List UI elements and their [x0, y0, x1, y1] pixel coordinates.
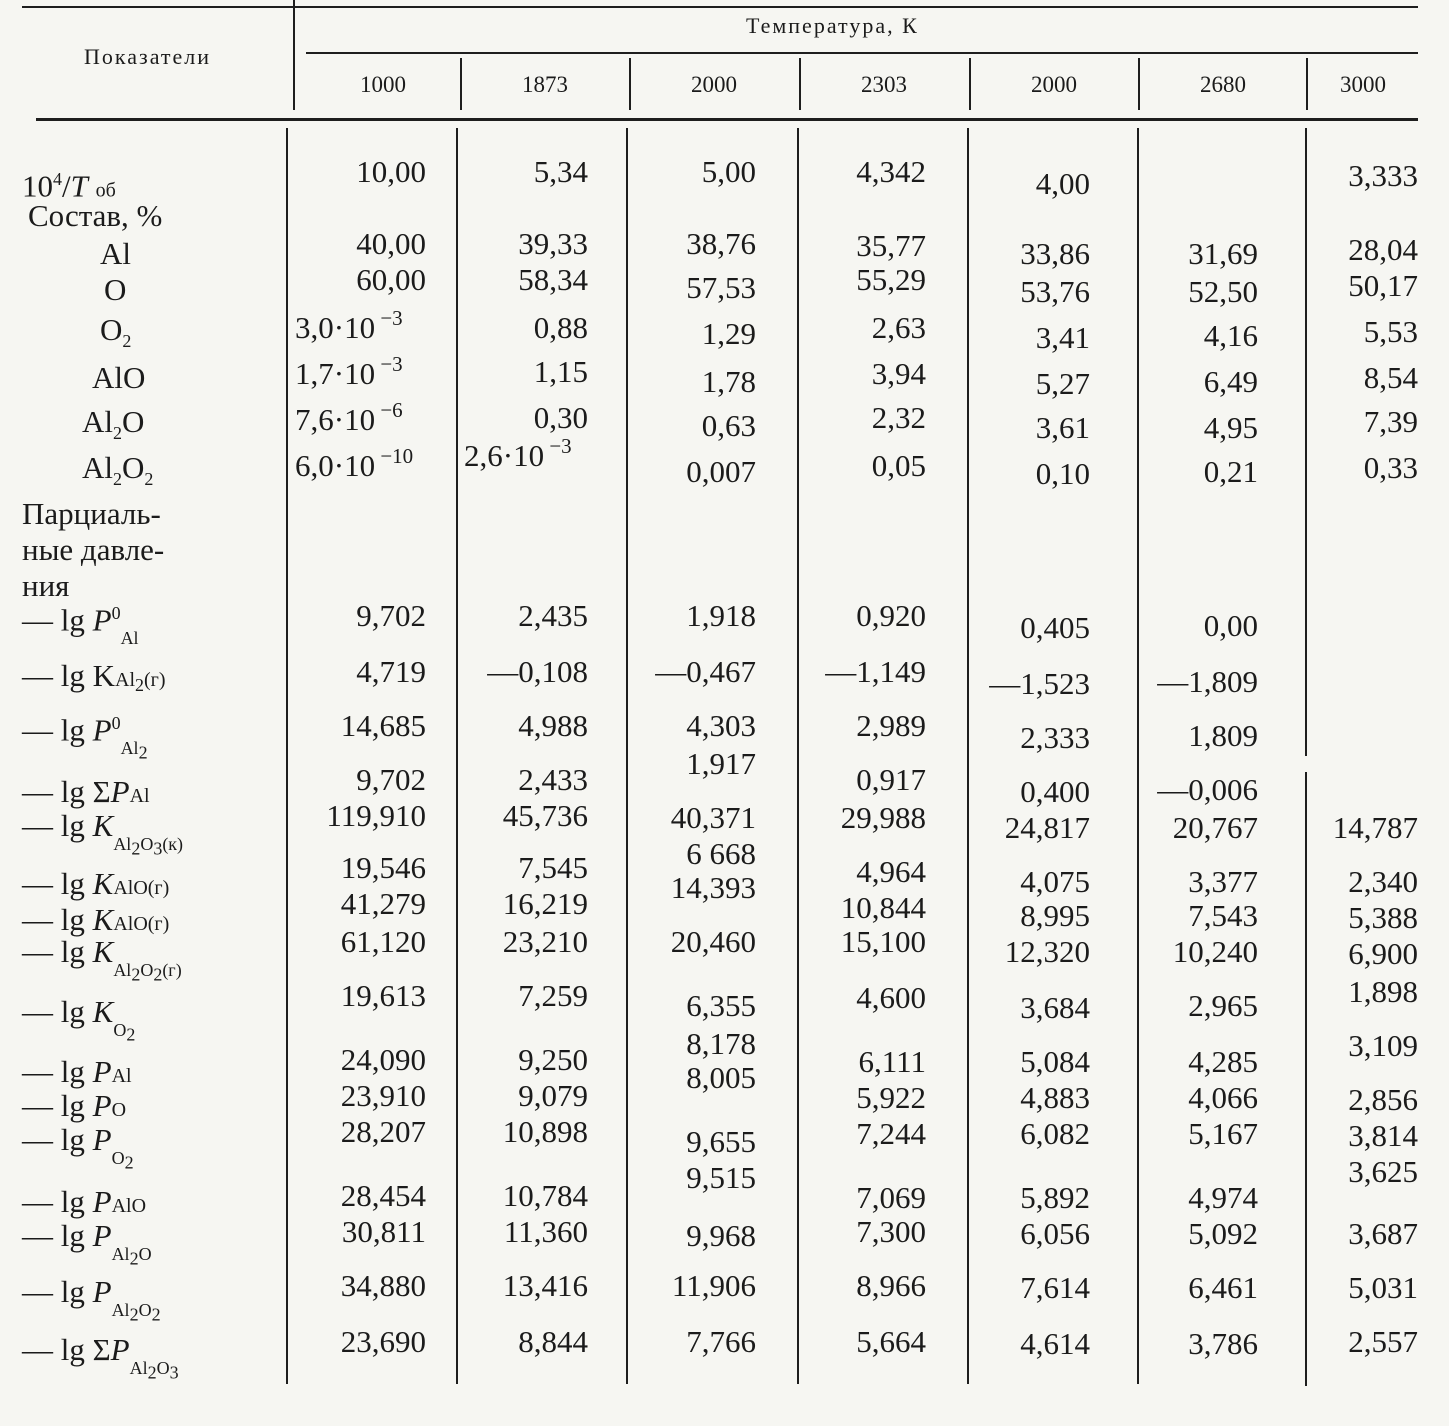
- table-cell-lg-sum-p-al2o3-col1: 23,690: [340, 1324, 426, 1359]
- table-cell-lg-sum-p-al2o3-col3: 7,766: [686, 1324, 756, 1359]
- table-cell-lg-k-al2o3k-col2: 45,736: [502, 798, 588, 833]
- header-divider-4: [969, 58, 971, 110]
- table-cell-lg-k-alo-g-1-col4: 4,964: [856, 854, 926, 889]
- row-label-lg-sum-p-al: — lg ΣPAl: [22, 774, 150, 809]
- table-cell-inv-t-col7: 3,333: [1348, 158, 1418, 193]
- table-cell-lg-p-o-col1: 23,910: [340, 1078, 426, 1113]
- row-label-lg-p-o2: — $\lg P_{O_2}$: [22, 1122, 134, 1173]
- table-cell-lg-p-o-col4: 5,922: [856, 1080, 926, 1115]
- row-label-inv-t: $10^4/T$ об: [22, 168, 116, 204]
- body-divider-2: [626, 128, 628, 1384]
- table-cell-lg-sum-p-al-col3: 1,917: [686, 746, 756, 781]
- table-cell-lg-sum-p-al-col4: 0,917: [856, 762, 926, 797]
- column-header-5: 2000: [1031, 72, 1077, 97]
- table-cell-lg-p0-al2-col2: 4,988: [518, 708, 588, 743]
- table-cell-lg-k-alo-g-1-col1: 19,546: [340, 850, 426, 885]
- table-cell-al2o2-col3: 0,007: [686, 454, 756, 489]
- table-cell-lg-sum-p-al-col2: 2,433: [518, 762, 588, 797]
- header-divider-1: [460, 58, 462, 110]
- table-cell-al-col7: 28,04: [1348, 232, 1418, 267]
- column-header-2: 1873: [522, 72, 568, 97]
- row-label-partial: Парциаль- ные давле- ния: [22, 496, 165, 603]
- body-divider-4: [967, 128, 969, 1384]
- table-cell-lg-p-al2o-col6: 5,092: [1188, 1216, 1258, 1251]
- exponent: −3: [544, 434, 572, 458]
- exponent: −3: [375, 306, 403, 330]
- row-label-lg-sum-p-al2o3: — $\lg \Sigma P_{Al_2O_3}$: [22, 1332, 179, 1383]
- table-cell-lg-p-o-col3: 8,005: [686, 1060, 756, 1095]
- column-header-7: 3000: [1340, 72, 1386, 97]
- temperature-rule: [306, 52, 1418, 54]
- header-divider-3: [799, 58, 801, 110]
- table-cell-o2-col5: 3,41: [1035, 320, 1090, 355]
- table-cell-inv-t-col1: 10,00: [356, 154, 426, 189]
- table-cell-alo-col3: 1,78: [701, 364, 756, 399]
- row-label-lg-k-al2g: — lg KAl$_2$(г): [22, 658, 166, 695]
- table-cell-lg-p-alo-col6: 4,974: [1188, 1180, 1258, 1215]
- table-cell-lg-sum-p-al2o3-col5: 4,614: [1020, 1326, 1090, 1361]
- table-cell-lg-k-alo-g-2-col2: 16,219: [502, 886, 588, 921]
- table-cell-lg-p-o2-col5: 6,082: [1020, 1116, 1090, 1151]
- table-cell-o-col5: 53,76: [1020, 274, 1090, 309]
- table-cell-lg-sum-p-al-col5: 0,400: [1020, 774, 1090, 809]
- table-cell-inv-t-col5: 4,00: [1035, 166, 1090, 201]
- table-cell-lg-p-alo-col7: 3,625: [1348, 1154, 1418, 1189]
- header-divider-5: [1138, 58, 1140, 110]
- exponent: −6: [375, 398, 403, 422]
- top-rule: [22, 6, 1418, 8]
- table-cell-alo-col5: 5,27: [1035, 366, 1090, 401]
- table-cell-lg-p0-al-col1: 9,702: [356, 598, 426, 633]
- table-cell-lg-k-alo-g-2-col7: 5,388: [1348, 900, 1418, 935]
- table-cell-lg-k-alo-g-1-col5: 4,075: [1020, 864, 1090, 899]
- exponent: −10: [375, 444, 414, 468]
- table-cell-lg-p0-al2-col3: 4,303: [686, 708, 756, 743]
- table-cell-lg-k-alo-g-1-col7: 2,340: [1348, 864, 1418, 899]
- table-cell-lg-sum-p-al-col6: —0,006: [1157, 772, 1258, 807]
- row-label-lg-k-al2o3k: — $\lg K_{Al_2O_3(к)}$: [22, 808, 184, 859]
- table-cell-al-col3: 38,76: [686, 226, 756, 261]
- body-divider-0: [286, 128, 288, 1384]
- row-label-lg-k-alo-g-2: — lg KAlO(г): [22, 902, 170, 937]
- row-label-composition: Состав, %: [28, 198, 163, 233]
- table-cell-al-col2: 39,33: [518, 226, 588, 261]
- table-cell-al2o2-col6: 0,21: [1203, 454, 1258, 489]
- table-cell-lg-p0-al2-col6: 1,809: [1188, 718, 1258, 753]
- table-cell-lg-k-al2o3k-col5: 24,817: [1004, 810, 1090, 845]
- table-cell-lg-p-al2o-col2: 11,360: [503, 1214, 588, 1249]
- table-cell-lg-sum-p-al2o3-col6: 3,786: [1188, 1326, 1258, 1361]
- row-label-lg-k-o2: — $\lg K_{O_2}$: [22, 994, 136, 1045]
- table-cell-o2-col3: 1,29: [701, 316, 756, 351]
- table-cell-al2o-col2: 0,30: [533, 400, 588, 435]
- body-divider-5: [1137, 128, 1139, 1384]
- table-cell-lg-p0-al2-col4: 2,989: [856, 708, 926, 743]
- table-cell-lg-k-al2g-col1: 4,719: [356, 654, 426, 689]
- table-cell-al2o-col5: 3,61: [1035, 410, 1090, 445]
- table-cell-lg-sum-p-al-col1: 9,702: [356, 762, 426, 797]
- body-divider-6: [1305, 128, 1307, 756]
- table-cell-lg-k-al2o2g-col4: 15,100: [840, 924, 926, 959]
- table-cell-lg-k-o2-col4: 4,600: [856, 980, 926, 1015]
- table-cell-lg-p-al2o2-col3: 11,906: [671, 1268, 756, 1303]
- table-cell-inv-t-col2: 5,34: [533, 154, 588, 189]
- body-divider-3: [797, 128, 799, 1384]
- table-cell-lg-k-al2o2g-col7: 6,900: [1348, 936, 1418, 971]
- table-cell-lg-k-alo-g-1-col6: 3,377: [1188, 864, 1258, 899]
- table-cell-alo-col4: 3,94: [871, 356, 926, 391]
- table-cell-lg-p-al2o-col1: 30,811: [341, 1214, 426, 1249]
- table-cell-lg-k-al2o3k-col1: 119,910: [326, 798, 426, 833]
- table-cell-o-col6: 52,50: [1188, 274, 1258, 309]
- indicator-header: Показатели: [84, 44, 212, 69]
- table-cell-lg-p-o-col6: 4,066: [1188, 1080, 1258, 1115]
- table-cell-inv-t-col4: 4,342: [856, 154, 926, 189]
- table-cell-lg-k-o2-col7: 1,898: [1348, 974, 1418, 1009]
- table-cell-lg-p0-al-col3: 1,918: [686, 598, 756, 633]
- table-cell-o2-col2: 0,88: [533, 310, 588, 345]
- table-cell-lg-k-al2o3k-col7: 14,787: [1332, 810, 1418, 845]
- table-cell-lg-k-al2o2g-col6: 10,240: [1172, 934, 1258, 969]
- table-cell-al2o-col4: 2,32: [871, 400, 926, 435]
- row-label-al2o: $Al_2O$: [82, 404, 145, 444]
- table-cell-lg-p-al2o2-col6: 6,461: [1188, 1270, 1258, 1305]
- table-cell-lg-p0-al2-col1: 14,685: [340, 708, 426, 743]
- temperature-header: Температура, К: [746, 13, 919, 38]
- table-cell-al2o2-col2: 2,6·10 $^{-3}$: [464, 434, 572, 473]
- column-header-3: 2000: [691, 72, 737, 97]
- table-cell-lg-p-alo-col1: 28,454: [340, 1178, 426, 1213]
- column-header-6: 2680: [1200, 72, 1246, 97]
- table-cell-o-col1: 60,00: [356, 262, 426, 297]
- table-cell-o-col2: 58,34: [518, 262, 588, 297]
- table-cell-lg-p-al2o2-col5: 7,614: [1020, 1270, 1090, 1305]
- table-cell-lg-k-al2g-col5: —1,523: [989, 666, 1090, 701]
- header-divider-6: [1306, 58, 1308, 110]
- table-cell-lg-p-al-col2: 9,250: [518, 1042, 588, 1077]
- table-cell-lg-k-al2o3k-col3: 40,371: [670, 800, 756, 835]
- table-cell-lg-k-al2g-col6: —1,809: [1157, 664, 1258, 699]
- table-cell-o-col4: 55,29: [856, 262, 926, 297]
- table-cell-lg-k-o2-col1: 19,613: [340, 978, 426, 1013]
- table-cell-lg-k-al2g-col3: —0,467: [655, 654, 756, 689]
- table-cell-lg-p-o-col7: 2,856: [1348, 1082, 1418, 1117]
- table-cell-lg-p-al2o2-col1: 34,880: [340, 1268, 426, 1303]
- table-cell-lg-k-o2-col5: 3,684: [1020, 990, 1090, 1025]
- table-cell-lg-p-o2-col3: 9,655: [686, 1124, 756, 1159]
- table-cell-lg-sum-p-al2o3-col2: 8,844: [518, 1324, 588, 1359]
- body-divider-1: [456, 128, 458, 1384]
- table-cell-lg-k-al2o2g-col1: 61,120: [340, 924, 426, 959]
- table-cell-lg-p-al2o2-col4: 8,966: [856, 1268, 926, 1303]
- table-cell-lg-p-al2o2-col7: 5,031: [1348, 1270, 1418, 1305]
- table-cell-lg-sum-p-al2o3-col7: 2,557: [1348, 1324, 1418, 1359]
- table-cell-alo-col7: 8,54: [1363, 360, 1418, 395]
- table-cell-al-col1: 40,00: [356, 226, 426, 261]
- table-cell-lg-p-al2o2-col2: 13,416: [502, 1268, 588, 1303]
- table-cell-lg-p-alo-col2: 10,784: [502, 1178, 588, 1213]
- row-label-lg-p-al2o: — $\lg P_{Al_2O}$: [22, 1218, 152, 1269]
- table-cell-lg-k-al2g-col2: —0,108: [487, 654, 588, 689]
- column-header-1: 1000: [360, 72, 406, 97]
- row-label-lg-k-alo-g-1: — lg KAlO(г): [22, 866, 170, 901]
- table-cell-lg-p0-al-col5: 0,405: [1020, 610, 1090, 645]
- table-cell-lg-k-alo-g-1-col2: 7,545: [518, 850, 588, 885]
- table-cell-lg-k-alo-g-2-col5: 8,995: [1020, 898, 1090, 933]
- table-cell-al2o2-col4: 0,05: [871, 448, 926, 483]
- exponent: −3: [375, 352, 403, 376]
- table-cell-lg-p-alo-col3: 9,515: [686, 1160, 756, 1195]
- row-label-lg-p0-al: — $\lg P^0_{Al}$: [22, 602, 139, 649]
- row-label-lg-k-al2o2g: — $\lg K_{Al_2O_2(г)}$: [22, 934, 182, 985]
- row-label-lg-p-al2o2: — $\lg P_{Al_2O_2}$: [22, 1274, 161, 1325]
- header-bottom-rule: [36, 118, 1418, 121]
- table-cell-lg-k-o2-col2: 7,259: [518, 978, 588, 1013]
- table-cell-al-col6: 31,69: [1188, 236, 1258, 271]
- row-label-alo: AlO: [92, 360, 146, 395]
- row-label-o: O: [104, 272, 127, 307]
- table-cell-lg-p-alo-col4: 7,069: [856, 1180, 926, 1215]
- table-cell-lg-p0-al-col6: 0,00: [1203, 608, 1258, 643]
- table-cell-lg-p0-al-col4: 0,920: [856, 598, 926, 633]
- table-cell-al2o-col3: 0,63: [701, 408, 756, 443]
- table-cell-lg-k-alo-g-1-col3: 6 668: [686, 836, 756, 871]
- row-label-al: Al: [100, 236, 131, 271]
- table-cell-lg-k-al2o3k-col6: 20,767: [1172, 810, 1258, 845]
- table-cell-lg-p-al2o-col4: 7,300: [856, 1214, 926, 1249]
- table-cell-al-col5: 33,86: [1020, 236, 1090, 271]
- table-cell-alo-col6: 6,49: [1203, 364, 1258, 399]
- table-cell-lg-k-al2o3k-col4: 29,988: [840, 800, 926, 835]
- table-cell-lg-p-al2o-col5: 6,056: [1020, 1216, 1090, 1251]
- table-cell-lg-p-al-col1: 24,090: [340, 1042, 426, 1077]
- table-cell-lg-p-o-col5: 4,883: [1020, 1080, 1090, 1115]
- table-cell-lg-p-al2o-col7: 3,687: [1348, 1216, 1418, 1251]
- table-cell-lg-sum-p-al2o3-col4: 5,664: [856, 1324, 926, 1359]
- table-cell-lg-p-al-col5: 5,084: [1020, 1044, 1090, 1079]
- table-cell-al2o2-col1: 6,0·10 $^{-10}$: [295, 444, 414, 483]
- table-cell-lg-p-al-col7: 3,109: [1348, 1028, 1418, 1063]
- table-cell-al2o-col7: 7,39: [1363, 404, 1418, 439]
- header-divider-2: [629, 58, 631, 110]
- table-cell-lg-p-o2-col6: 5,167: [1188, 1116, 1258, 1151]
- table-cell-o2-col4: 2,63: [871, 310, 926, 345]
- table-cell-o2-col6: 4,16: [1203, 318, 1258, 353]
- table-cell-lg-p-o2-col7: 3,814: [1348, 1118, 1418, 1153]
- table-cell-al2o2-col5: 0,10: [1035, 456, 1090, 491]
- table-cell-al-col4: 35,77: [856, 228, 926, 263]
- table-cell-lg-k-alo-g-2-col1: 41,279: [340, 886, 426, 921]
- table-cell-lg-p-al-col6: 4,285: [1188, 1044, 1258, 1079]
- table-cell-lg-k-alo-g-2-col6: 7,543: [1188, 898, 1258, 933]
- table-cell-o2-col1: 3,0·10 $^{-3}$: [295, 306, 403, 345]
- table-cell-lg-p-al2o-col3: 9,968: [686, 1218, 756, 1253]
- table-cell-lg-p-o2-col4: 7,244: [856, 1116, 926, 1151]
- table-cell-al2o-col1: 7,6·10 $^{-6}$: [295, 398, 403, 437]
- table-cell-alo-col2: 1,15: [533, 354, 588, 389]
- table-cell-lg-p-alo-col5: 5,892: [1020, 1180, 1090, 1215]
- table-cell-lg-p-al-col4: 6,111: [858, 1044, 926, 1079]
- body-divider-6b: [1305, 772, 1307, 1386]
- row-label-lg-p-alo: — lg PAlO: [22, 1184, 147, 1219]
- header-divider-0: [293, 0, 295, 110]
- row-label-lg-p-o: — lg PO: [22, 1088, 127, 1123]
- table-cell-o2-col7: 5,53: [1363, 314, 1418, 349]
- row-label-lg-p0-al2: — $\lg P^0_{Al_2}$: [22, 712, 148, 763]
- table-cell-inv-t-col3: 5,00: [701, 154, 756, 189]
- table-cell-al2o2-col7: 0,33: [1363, 450, 1418, 485]
- row-label-lg-p-al: — lg PAl: [22, 1054, 132, 1089]
- table-cell-lg-k-al2o2g-col2: 23,210: [502, 924, 588, 959]
- table-cell-lg-p-o-col2: 9,079: [518, 1078, 588, 1113]
- table-cell-lg-p-al-col3: 8,178: [686, 1026, 756, 1061]
- table-cell-lg-k-al2o2g-col5: 12,320: [1004, 934, 1090, 969]
- table-cell-lg-p0-al-col2: 2,435: [518, 598, 588, 633]
- table-cell-o-col7: 50,17: [1348, 268, 1418, 303]
- table-cell-lg-p0-al2-col5: 2,333: [1020, 720, 1090, 755]
- column-header-4: 2303: [861, 72, 907, 97]
- table-cell-lg-p-o2-col2: 10,898: [502, 1114, 588, 1149]
- table-cell-lg-k-al2g-col4: —1,149: [825, 654, 926, 689]
- table-cell-al2o-col6: 4,95: [1203, 410, 1258, 445]
- table-cell-lg-k-o2-col6: 2,965: [1188, 988, 1258, 1023]
- table-cell-lg-k-al2o2g-col3: 20,460: [670, 924, 756, 959]
- table-cell-o-col3: 57,53: [686, 270, 756, 305]
- row-label-o2: $O_2$: [100, 312, 132, 352]
- table-cell-alo-col1: 1,7·10 $^{-3}$: [295, 352, 403, 391]
- table-cell-lg-k-alo-g-2-col3: 14,393: [670, 870, 756, 905]
- table-cell-lg-k-o2-col3: 6,355: [686, 988, 756, 1023]
- table-cell-lg-k-alo-g-2-col4: 10,844: [840, 890, 926, 925]
- table-cell-lg-p-o2-col1: 28,207: [340, 1114, 426, 1149]
- row-label-al2o2: $Al_2O_2$: [82, 450, 154, 490]
